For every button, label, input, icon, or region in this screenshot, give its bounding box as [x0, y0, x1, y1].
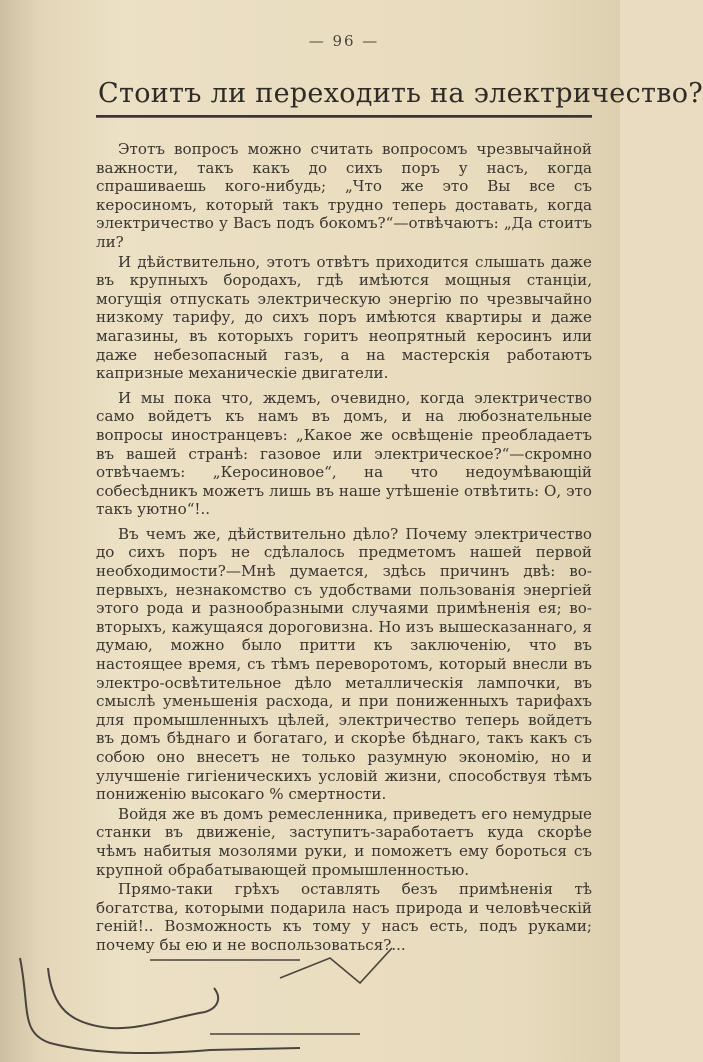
- sketch-zigzag: [280, 948, 392, 983]
- paragraph-2: И дѣйствительно, этотъ отвѣтъ приходится слышать даже въ крупныхъ бородахъ, гдѣ имѣются мощныя станціи, могущія отпускать электрическую энергію по чрезвычайно низкому тарифу, до сихъ поръ имѣются квартиры и даже магазины, въ которыхъ горитъ неопрятный керосинъ или даже небезопасный газъ, а на мастерскія работаютъ капризные механическіе двигатели.: [96, 252, 592, 383]
- decorative-sketch: [0, 938, 620, 1062]
- paragraph-5: Войдя же въ домъ ремесленника, приведетъ его немудрые станки въ движеніе, заступитъ-заработаетъ куда скорѣе чѣмъ набитыя мозолями руки, и поможетъ ему бороться съ крупной обрабатывающей промышленностью.: [96, 804, 592, 879]
- article-body: [96, 140, 592, 955]
- sketch-curve-inner: [48, 968, 218, 1028]
- sketch-curve-outer: [20, 958, 300, 1053]
- title-underline: [96, 115, 592, 118]
- article-title: Стоитъ ли переходить на электричество?: [98, 78, 703, 109]
- paragraph-6: Прямо-таки грѣхъ оставлять безъ примѣненія тѣ богатства, которыми подарила насъ природа и человѣческій геній!.. Возможность къ тому у насъ есть, подъ руками; почему бы ею и не воспользоваться?...: [96, 880, 592, 954]
- page-number: — 96 —: [308, 32, 380, 50]
- paragraph-1: Этотъ вопросъ можно считать вопросомъ чрезвычайной важности, такъ какъ до сихъ поръ у насъ, когда спрашиваешь кого-нибудь; „Что же это Вы все съ керосиномъ, который такъ трудно теперь доставать, когда электричество у Васъ подъ бокомъ?“—отвѣчаютъ: „Да стоитъ ли?: [96, 140, 592, 251]
- paragraph-4: Въ чемъ же, дѣйствительно дѣло? Почему электричество до сихъ поръ не сдѣлалось предметомъ нашей первой необходимости?—Мнѣ думается, здѣсь причинъ двѣ: во-первыхъ, незнакомство съ удобствами пользованія энергіей этого рода и разнообразными случаями примѣненія ея; во-вторыхъ, кажущаяся дороговизна. Но изъ вышесказаннаго, я думаю, можно было притти къ заключенію, что въ настоящее время, съ тѣмъ переворотомъ, который внесли въ электро-освѣтительное дѣло металлическія лампочки, въ смыслѣ уменьшенія расхода, и при пониженныхъ тарифахъ для промышленныхъ цѣлей, электричество теперь войдетъ въ домъ бѣднаго и богатаго, и скорѣе бѣднаго, такъ какъ съ собою оно внесетъ не только разумную экономію, но и улучшеніе гигіеническихъ условій жизни, способствуя тѣмъ пониженію высокаго % смертности.: [96, 524, 592, 804]
- paragraph-3: И мы пока что, ждемъ, очевидно, когда электричество само войдетъ къ намъ въ домъ, и на любознательные вопросы иностранцевъ: „Какое же освѣщеніе преобладаетъ въ вашей странѣ: газовое или электрическое?“—скромно отвѣчаемъ: „Керосиновое“, на что недоумѣвающій собесѣдникъ можетъ лишь въ наше утѣшеніе отвѣтить: О, это такъ уютно“!..: [96, 388, 592, 519]
